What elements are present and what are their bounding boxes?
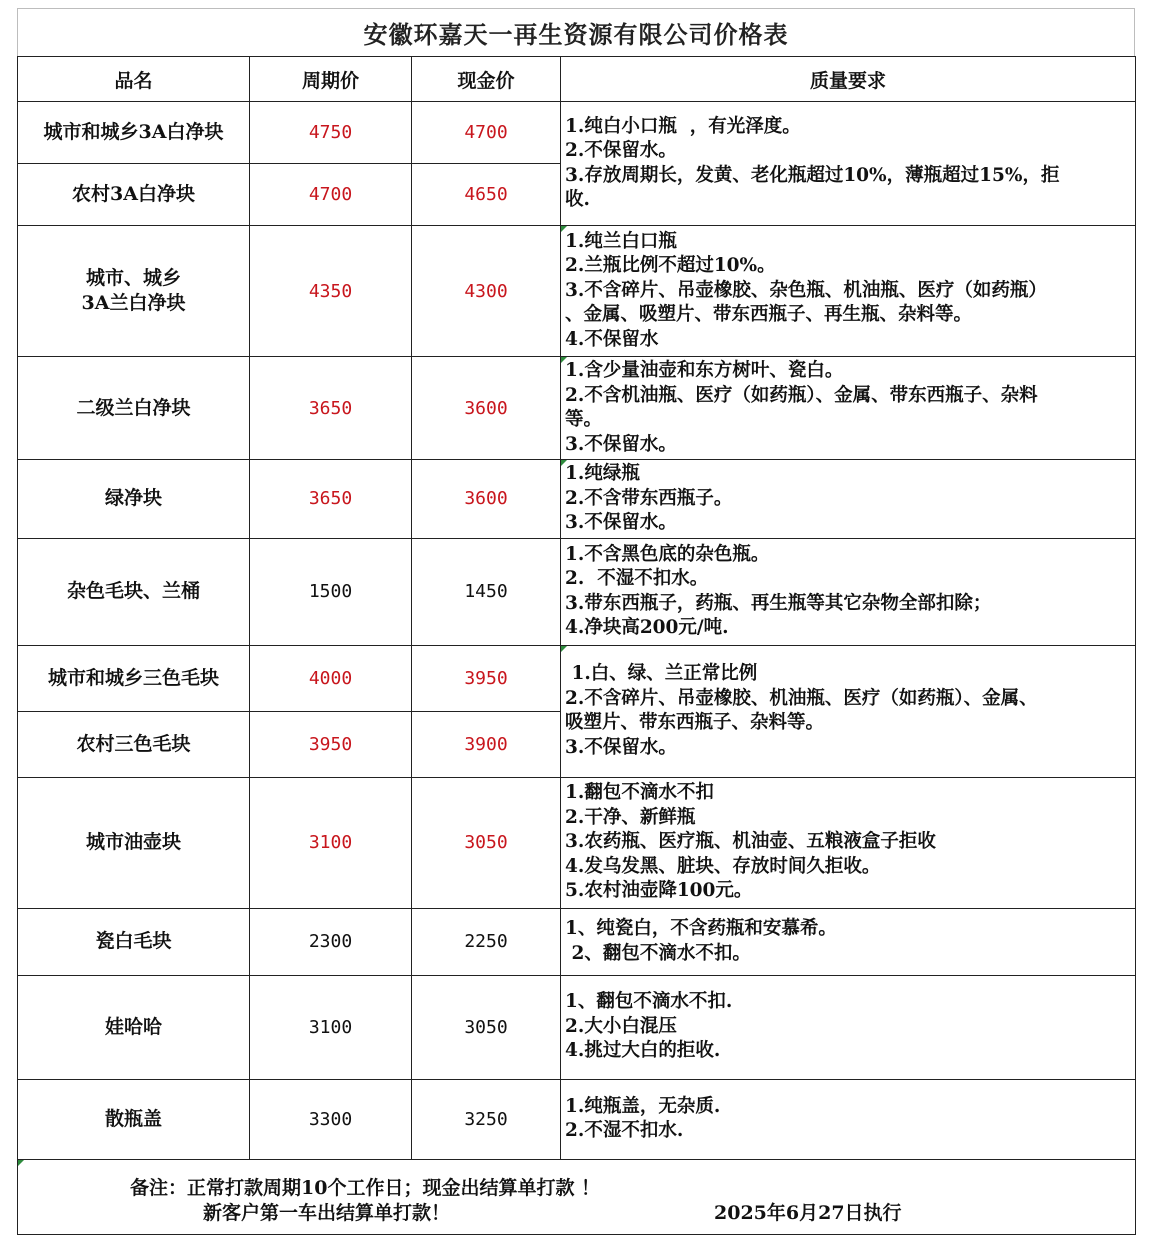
cash-price: 3050 <box>412 975 561 1079</box>
cash-price: 4300 <box>412 226 561 357</box>
cash-price: 3600 <box>412 460 561 539</box>
cash-price: 3050 <box>412 777 561 908</box>
header-quality: 质量要求 <box>561 57 1136 102</box>
cash-price: 3600 <box>412 357 561 460</box>
table-row <box>18 1079 1136 1159</box>
header-period-price: 周期价 <box>250 57 412 102</box>
period-price: 4350 <box>250 226 412 357</box>
product-name: 城市和城乡3A白净块 <box>18 102 250 164</box>
product-name: 绿净块 <box>18 460 250 539</box>
period-price: 3950 <box>250 711 412 777</box>
quality-requirement: 1.纯兰白口瓶 2.兰瓶比例不超过10%。 3.不含碎片、吊壶橡胶、杂色瓶、机油瓶、医疗（如药瓶） 、金属、吸塑片、带东西瓶子、再生瓶、杂料等。 4.不保留水 <box>561 226 1136 357</box>
product-name: 城市和城乡三色毛块 <box>18 645 250 711</box>
product-name: 杂色毛块、兰桶 <box>18 538 250 645</box>
cash-price: 2250 <box>412 908 561 975</box>
cash-price: 4650 <box>412 164 561 226</box>
quality-requirement: 1.纯绿瓶 2.不含带东西瓶子。 3.不保留水。 <box>561 460 1136 539</box>
cell-marker <box>561 226 567 232</box>
period-price: 4700 <box>250 164 412 226</box>
cell-marker <box>18 1160 24 1166</box>
product-name: 娃哈哈 <box>18 975 250 1079</box>
period-price: 4750 <box>250 102 412 164</box>
header-cash-price: 现金价 <box>412 57 561 102</box>
quality-requirement: 1.翻包不滴水不扣 2.干净、新鲜瓶 3.农药瓶、医疗瓶、机油壶、五粮液盒子拒收 4.发乌发黑、脏块、存放时间久拒收。 5.农村油壶降100元。 <box>561 777 1136 908</box>
quality-requirement: 1.白、绿、兰正常比例 2.不含碎片、吊壶橡胶、机油瓶、医疗（如药瓶）、金属、 吸塑片、带东西瓶子、杂料等。 3.不保留水。 <box>561 645 1136 777</box>
header-name: 品名 <box>18 57 250 102</box>
cash-price: 3250 <box>412 1079 561 1159</box>
period-price: 2300 <box>250 908 412 975</box>
cell-marker <box>561 460 567 466</box>
price-sheet <box>17 8 1135 1235</box>
product-name: 二级兰白净块 <box>18 357 250 460</box>
product-name: 城市、城乡 3A兰白净块 <box>18 226 250 357</box>
effective-date: 2025年6月27日执行 <box>714 1201 902 1224</box>
cash-price: 4700 <box>412 102 561 164</box>
table-row <box>18 357 1136 460</box>
cash-price: 3950 <box>412 645 561 711</box>
quality-requirement: 1、纯瓷白，不含药瓶和安慕希。 2、翻包不滴水不扣。 <box>561 908 1136 975</box>
header-row <box>18 57 1136 102</box>
price-table <box>17 56 1136 1235</box>
product-name: 城市油壶块 <box>18 777 250 908</box>
period-price: 3650 <box>250 460 412 539</box>
period-price: 3300 <box>250 1079 412 1159</box>
table-row <box>18 460 1136 539</box>
note-line-1: 备注：正常打款周期10个工作日；现金出结算单打款 ！ <box>130 1176 601 1199</box>
table-row <box>18 975 1136 1079</box>
period-price: 3100 <box>250 975 412 1079</box>
quality-requirement: 1.含少量油壶和东方树叶、瓷白。 2.不含机油瓶、医疗（如药瓶）、金属、带东西瓶子、杂料 等。 3.不保留水。 <box>561 357 1136 460</box>
note-row <box>18 1159 1136 1234</box>
quality-requirement: 1.不含黑色底的杂色瓶。 2. 不湿不扣水。 3.带东西瓶子，药瓶、再生瓶等其它杂物全部扣除； 4.净块高200元/吨. <box>561 538 1136 645</box>
table-row <box>18 645 1136 711</box>
quality-requirement: 1、翻包不滴水不扣. 2.大小白混压 4.挑过大白的拒收. <box>561 975 1136 1079</box>
page-title: 安徽环嘉天一再生资源有限公司价格表 <box>17 8 1135 56</box>
period-price: 4000 <box>250 645 412 711</box>
table-row <box>18 102 1136 164</box>
product-name: 农村三色毛块 <box>18 711 250 777</box>
period-price: 1500 <box>250 538 412 645</box>
quality-requirement: 1.纯瓶盖，无杂质. 2.不湿不扣水. <box>561 1079 1136 1159</box>
table-row <box>18 538 1136 645</box>
table-row <box>18 908 1136 975</box>
cash-price: 3900 <box>412 711 561 777</box>
product-name: 瓷白毛块 <box>18 908 250 975</box>
cell-marker <box>561 357 567 363</box>
note-line-2: 新客户第一车出结算单打款！ <box>203 1201 451 1224</box>
quality-requirement: 1.纯白小口瓶 ，有光泽度。 2.不保留水。 3.存放周期长，发黄、老化瓶超过10%，薄瓶超过15%，拒 收. <box>561 102 1136 226</box>
table-row <box>18 777 1136 908</box>
table-row <box>18 226 1136 357</box>
cell-marker <box>561 646 567 652</box>
product-name: 农村3A白净块 <box>18 164 250 226</box>
cash-price: 1450 <box>412 538 561 645</box>
period-price: 3650 <box>250 357 412 460</box>
product-name: 散瓶盖 <box>18 1079 250 1159</box>
period-price: 3100 <box>250 777 412 908</box>
note-cell <box>18 1159 1136 1234</box>
